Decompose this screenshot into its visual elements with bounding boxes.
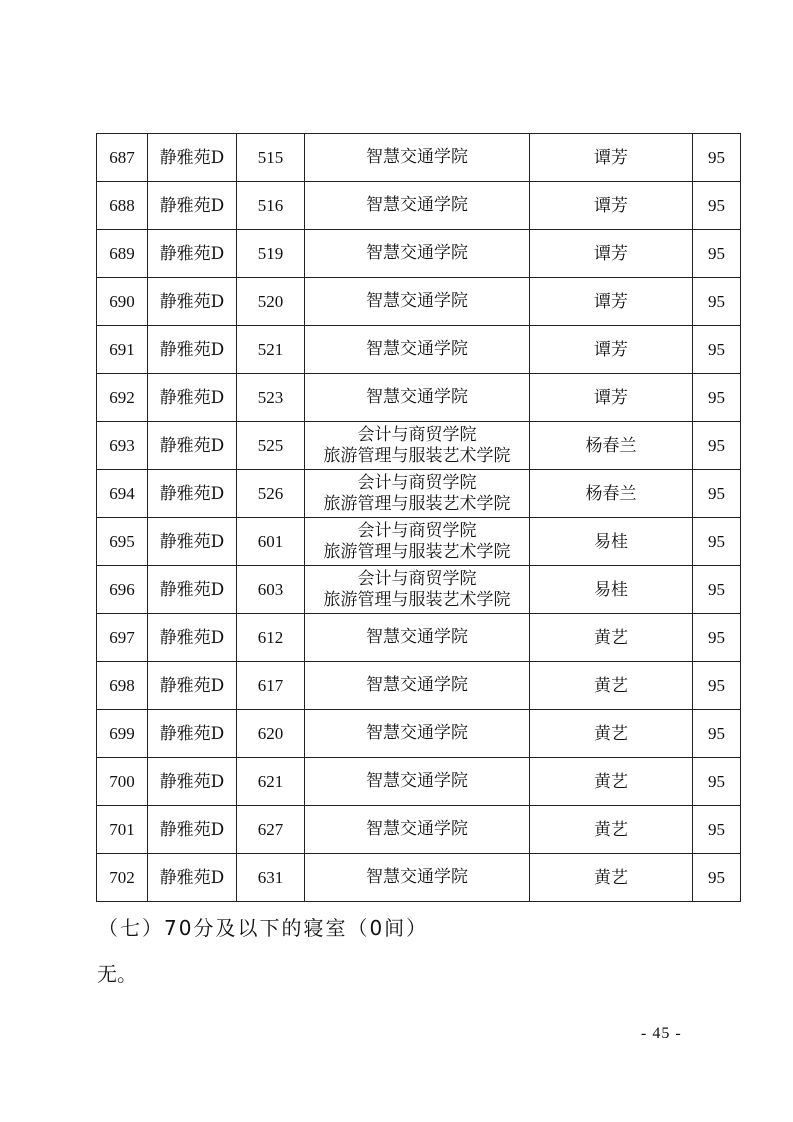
table-row	[97, 182, 741, 230]
cell-building: 静雅苑D	[148, 326, 237, 374]
cell-counselor: 黄艺	[530, 710, 693, 758]
cell-number: 699	[97, 710, 148, 758]
cell-score: 95	[693, 566, 741, 614]
cell-building: 静雅苑D	[148, 662, 237, 710]
cell-score: 95	[693, 422, 741, 470]
cell-college	[305, 758, 530, 806]
college-line: 旅游管理与服装艺术学院	[323, 445, 511, 466]
cell-number: 702	[97, 854, 148, 902]
table-row	[97, 854, 741, 902]
cell-counselor: 谭芳	[530, 182, 693, 230]
cell-building: 静雅苑D	[148, 470, 237, 518]
cell-building: 静雅苑D	[148, 374, 237, 422]
cell-room: 621	[237, 758, 305, 806]
cell-score: 95	[693, 326, 741, 374]
cell-college	[305, 518, 530, 566]
table-row	[97, 614, 741, 662]
cell-room: 617	[237, 662, 305, 710]
cell-room: 627	[237, 806, 305, 854]
college-line: 会计与商贸学院	[357, 424, 477, 445]
college-line: 智慧交通学院	[366, 723, 468, 743]
cell-number: 693	[97, 422, 148, 470]
table-row	[97, 134, 741, 182]
cell-score: 95	[693, 374, 741, 422]
table-row	[97, 758, 741, 806]
cell-building: 静雅苑D	[148, 854, 237, 902]
table-row	[97, 374, 741, 422]
college-line: 智慧交通学院	[366, 819, 468, 839]
cell-college	[305, 134, 530, 182]
college-line: 智慧交通学院	[366, 195, 468, 215]
cell-college	[305, 326, 530, 374]
cell-building: 静雅苑D	[148, 614, 237, 662]
college-line: 智慧交通学院	[366, 339, 468, 359]
cell-score: 95	[693, 470, 741, 518]
cell-college	[305, 566, 530, 614]
cell-counselor: 黄艺	[530, 854, 693, 902]
cell-score: 95	[693, 758, 741, 806]
cell-room: 603	[237, 566, 305, 614]
cell-number: 698	[97, 662, 148, 710]
cell-room: 523	[237, 374, 305, 422]
cell-building: 静雅苑D	[148, 230, 237, 278]
cell-score: 95	[693, 278, 741, 326]
cell-counselor: 谭芳	[530, 134, 693, 182]
cell-building: 静雅苑D	[148, 710, 237, 758]
cell-counselor: 杨春兰	[530, 422, 693, 470]
college-line: 旅游管理与服装艺术学院	[323, 493, 511, 514]
college-line: 智慧交通学院	[366, 147, 468, 167]
cell-room: 612	[237, 614, 305, 662]
cell-counselor: 黄艺	[530, 614, 693, 662]
cell-room: 516	[237, 182, 305, 230]
college-line: 智慧交通学院	[366, 675, 468, 695]
cell-number: 692	[97, 374, 148, 422]
cell-building: 静雅苑D	[148, 182, 237, 230]
cell-counselor: 易桂	[530, 566, 693, 614]
cell-building: 静雅苑D	[148, 422, 237, 470]
cell-college	[305, 230, 530, 278]
cell-building: 静雅苑D	[148, 566, 237, 614]
table-row	[97, 230, 741, 278]
cell-college	[305, 470, 530, 518]
cell-number: 689	[97, 230, 148, 278]
cell-college	[305, 182, 530, 230]
cell-room: 519	[237, 230, 305, 278]
dorm-score-table	[96, 133, 741, 902]
cell-counselor: 谭芳	[530, 326, 693, 374]
table-row	[97, 422, 741, 470]
cell-building: 静雅苑D	[148, 806, 237, 854]
cell-room: 620	[237, 710, 305, 758]
college-line: 智慧交通学院	[366, 627, 468, 647]
cell-building: 静雅苑D	[148, 278, 237, 326]
cell-college	[305, 854, 530, 902]
cell-college	[305, 806, 530, 854]
table-row	[97, 806, 741, 854]
table-row	[97, 278, 741, 326]
cell-number: 690	[97, 278, 148, 326]
cell-room: 525	[237, 422, 305, 470]
table-row	[97, 662, 741, 710]
cell-counselor: 易桂	[530, 518, 693, 566]
cell-counselor: 谭芳	[530, 230, 693, 278]
cell-score: 95	[693, 182, 741, 230]
college-line: 会计与商贸学院	[357, 568, 477, 589]
college-line: 会计与商贸学院	[357, 472, 477, 493]
college-line: 会计与商贸学院	[357, 520, 477, 541]
page-number: - 45 -	[641, 1025, 682, 1042]
table-body	[97, 134, 741, 902]
table-row	[97, 566, 741, 614]
college-line: 旅游管理与服装艺术学院	[323, 541, 511, 562]
cell-room: 515	[237, 134, 305, 182]
cell-score: 95	[693, 854, 741, 902]
cell-counselor: 黄艺	[530, 758, 693, 806]
cell-college	[305, 710, 530, 758]
college-line: 旅游管理与服装艺术学院	[323, 589, 511, 610]
cell-number: 700	[97, 758, 148, 806]
cell-counselor: 谭芳	[530, 278, 693, 326]
cell-counselor: 杨春兰	[530, 470, 693, 518]
cell-college	[305, 422, 530, 470]
cell-college	[305, 614, 530, 662]
cell-score: 95	[693, 806, 741, 854]
cell-building: 静雅苑D	[148, 518, 237, 566]
table-row	[97, 710, 741, 758]
cell-score: 95	[693, 230, 741, 278]
cell-building: 静雅苑D	[148, 758, 237, 806]
cell-number: 691	[97, 326, 148, 374]
cell-number: 694	[97, 470, 148, 518]
section-heading: （七）70分及以下的寝室（0间）	[98, 916, 429, 940]
cell-counselor: 黄艺	[530, 806, 693, 854]
cell-counselor: 黄艺	[530, 662, 693, 710]
cell-score: 95	[693, 614, 741, 662]
college-line: 智慧交通学院	[366, 867, 468, 887]
college-line: 智慧交通学院	[366, 387, 468, 407]
cell-room: 526	[237, 470, 305, 518]
cell-college	[305, 662, 530, 710]
cell-college	[305, 278, 530, 326]
cell-number: 696	[97, 566, 148, 614]
cell-number: 697	[97, 614, 148, 662]
college-line: 智慧交通学院	[366, 771, 468, 791]
cell-room: 521	[237, 326, 305, 374]
cell-score: 95	[693, 518, 741, 566]
cell-number: 688	[97, 182, 148, 230]
cell-room: 601	[237, 518, 305, 566]
table-row	[97, 326, 741, 374]
cell-counselor: 谭芳	[530, 374, 693, 422]
cell-college	[305, 374, 530, 422]
cell-room: 631	[237, 854, 305, 902]
cell-score: 95	[693, 662, 741, 710]
table-row	[97, 518, 741, 566]
cell-number: 687	[97, 134, 148, 182]
cell-number: 695	[97, 518, 148, 566]
college-line: 智慧交通学院	[366, 291, 468, 311]
section-body: 无。	[97, 962, 137, 986]
college-line: 智慧交通学院	[366, 243, 468, 263]
cell-number: 701	[97, 806, 148, 854]
cell-room: 520	[237, 278, 305, 326]
table-row	[97, 470, 741, 518]
cell-building: 静雅苑D	[148, 134, 237, 182]
cell-score: 95	[693, 134, 741, 182]
cell-score: 95	[693, 710, 741, 758]
